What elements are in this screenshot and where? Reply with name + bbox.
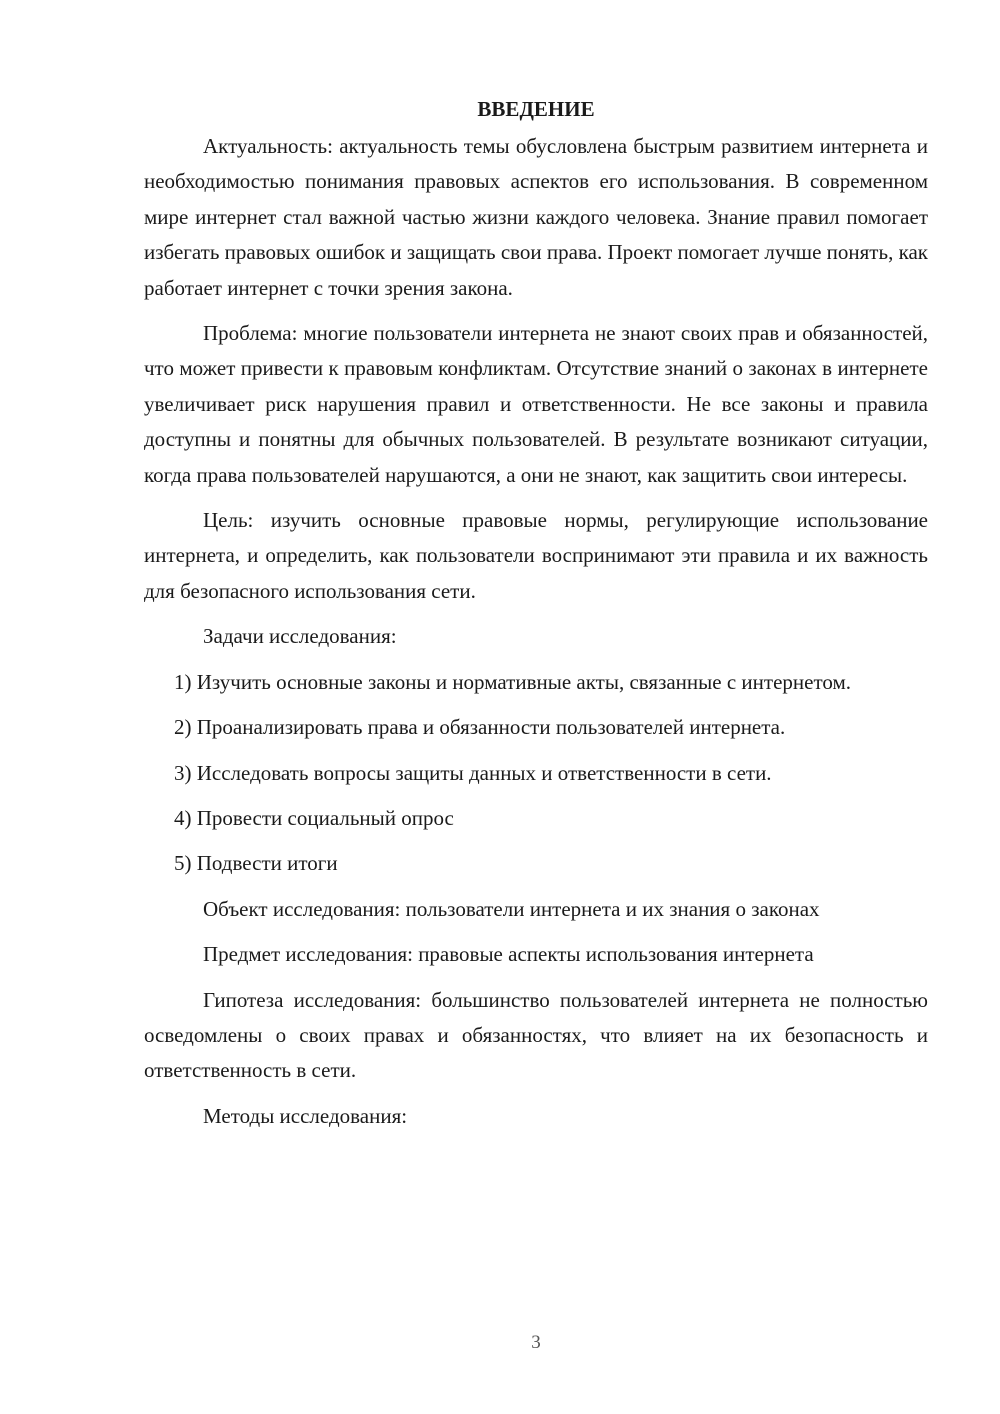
tasks-heading: Задачи исследования: <box>203 624 397 649</box>
paragraph-subject: Предмет исследования: правовые аспекты использования интернета <box>203 942 814 967</box>
task-item: 5) Подвести итоги <box>174 851 338 876</box>
paragraph-hypothesis: Гипотеза исследования: большинство пользователей интернета не полностью осведомлены о своих правах и обязанностях, что влияет на их безопасность и ответственность в сети. <box>144 987 928 1083</box>
paragraph-relevance: Актуальность: актуальность темы обусловлена быстрым развитием интернета и необходимостью понимания правовых аспектов его использования. В современном мире интернет стал важной частью жизни каждого человека. Знание правил помогает избегать правовых ошибок и защищать свои права. Проект помогает лучше понять, как работает интернет с точки зрения закона. <box>144 134 928 300</box>
section-title: ВВЕДЕНИЕ <box>477 97 595 121</box>
task-item: 1) Изучить основные законы и нормативные акты, связанные с интернетом. <box>174 669 851 694</box>
page-number: 3 <box>531 1332 541 1353</box>
task-item: 4) Провести социальный опрос <box>174 805 454 830</box>
task-item: 3) Исследовать вопросы защиты данных и ответственности в сети. <box>174 760 772 785</box>
paragraph-goal: Цель: изучить основные правовые нормы, регулирующие использование интернета, и определить, как пользователи воспринимают эти правила и их важность для безопасного использования сети. <box>144 508 928 603</box>
paragraph-problem: Проблема: многие пользователи интернета не знают своих прав и обязанностей, что может привести к правовым конфликтам. Отсутствие знаний о законах в интернете увеличивает риск нарушения правил и ответственности. Не все законы и правила доступны и понятны для обычных пользователей. В результате возникают ситуации, когда права пользователей нарушаются, а они не знают, как защитить свои интересы. <box>144 321 928 487</box>
document-page <box>144 92 928 1134</box>
task-item: 2) Проанализировать права и обязанности пользователей интернета. <box>174 715 786 740</box>
paragraph-object: Объект исследования: пользователи интернета и их знания о законах <box>203 896 820 921</box>
methods-heading: Методы исследования: <box>203 1103 408 1128</box>
